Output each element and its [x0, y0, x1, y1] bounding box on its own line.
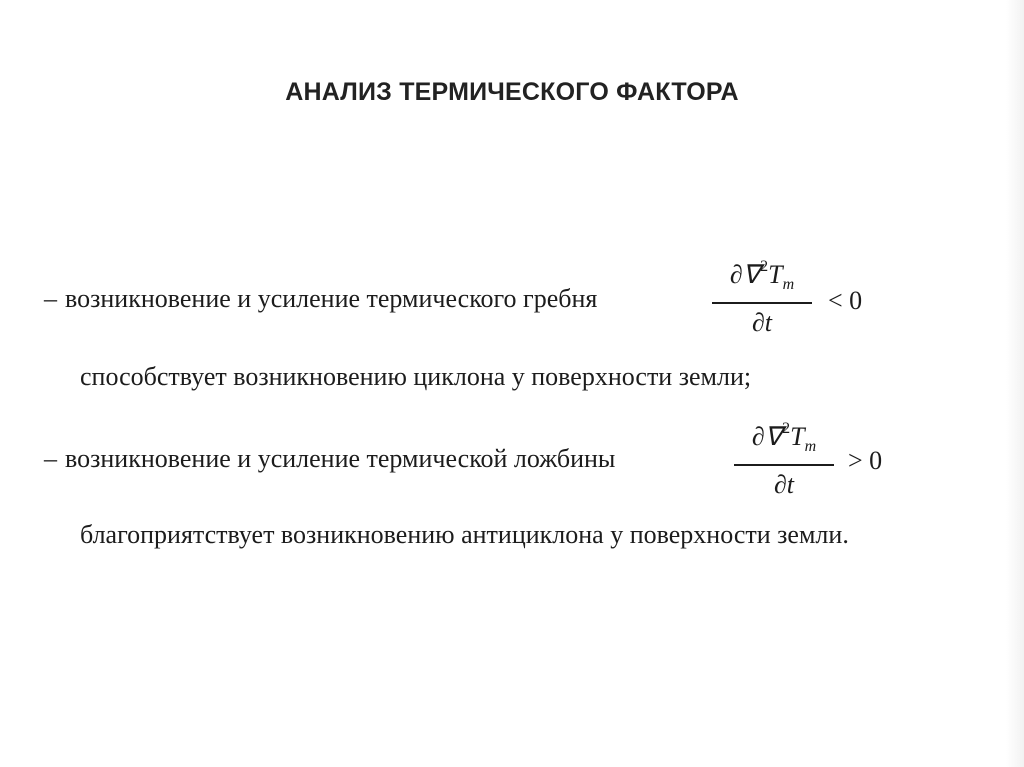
item-2-denominator: ∂t — [773, 469, 795, 499]
item-1-line-2: способствует возникновению циклона у поверхности земли; — [80, 362, 752, 391]
slide-title: АНАЛИЗ ТЕРМИЧЕСКОГО ФАКТОРА — [285, 78, 739, 106]
item-1-relation: < 0 — [828, 286, 863, 315]
item-1-line-1 — [44, 284, 597, 314]
item-2-line-1 — [44, 444, 615, 474]
item-1-formula — [712, 252, 812, 338]
item-1-dash: – — [44, 284, 57, 313]
item-1-fraction-bar — [712, 302, 812, 304]
item-2-numerator: $\partial\nabla^2T_m$ — [751, 420, 817, 455]
item-1-denominator: ∂t — [751, 307, 773, 337]
slide-edge — [1006, 0, 1024, 767]
item-2-text: возникновение и усиление термической ложбины — [65, 444, 616, 473]
item-2-fraction-bar — [734, 464, 834, 466]
item-2-relation: > 0 — [848, 446, 883, 475]
item-1-numerator: $\partial\nabla^2T_m$ — [729, 258, 795, 293]
item-2-formula — [734, 414, 834, 500]
item-1-text: возникновение и усиление термического гребня — [65, 284, 598, 313]
item-2-dash: – — [44, 444, 57, 473]
item-2-line-2: благоприятствует возникновению антициклона у поверхности земли. — [80, 520, 849, 549]
